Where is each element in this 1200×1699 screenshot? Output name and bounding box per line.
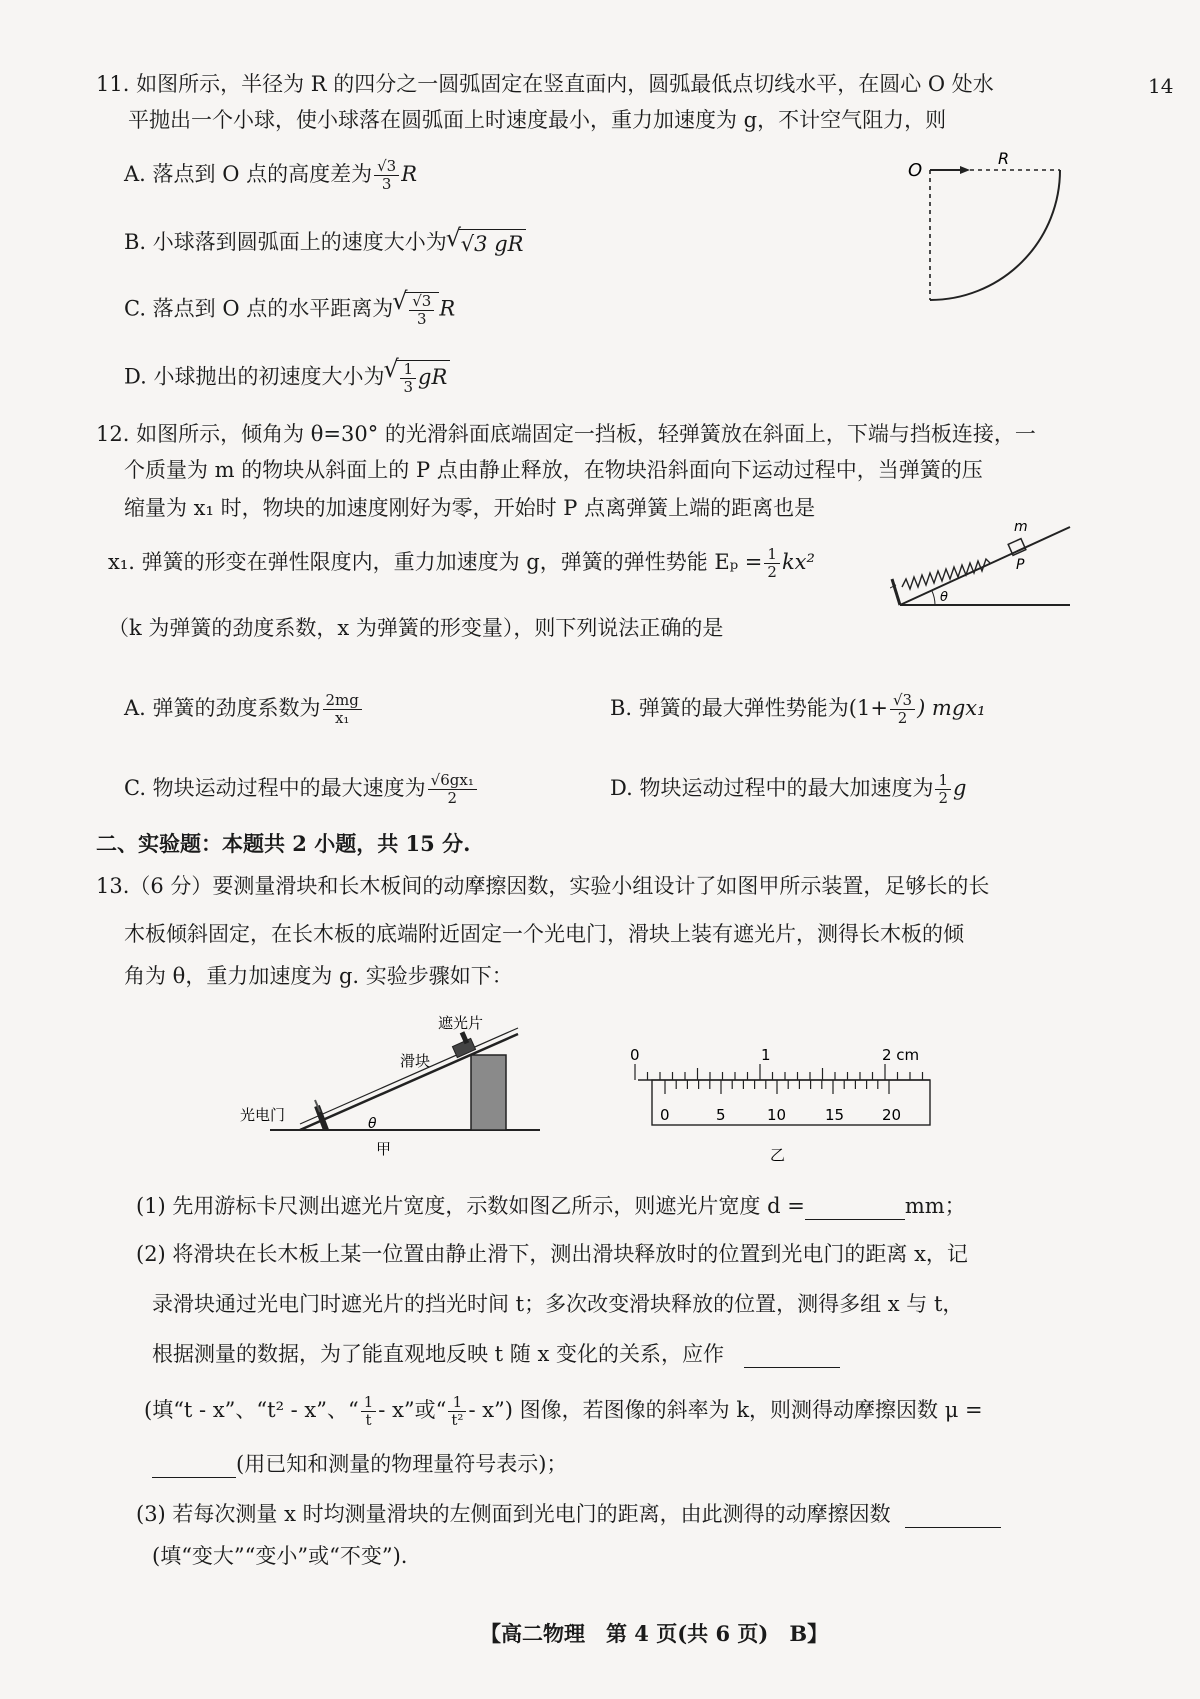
q12-option-d: D. 物块运动过程中的最大加速度为 $\frac{1}{2}$ g bbox=[610, 771, 967, 807]
q13-part-2-line-3: 根据测量的数据，为了能直观地反映 t 随 x 变化的关系，应作 bbox=[152, 1340, 840, 1368]
q13-stem-line-2: 木板倾斜固定，在长木板的底端附近固定一个光电门，滑块上装有遮光片，测得长木板的倾 bbox=[124, 922, 964, 946]
q13-part-2-line-4: (填“t - x”、“t² - x”、“ $\frac{1}{t}$ - x”或“ $\frac{1}{\text{t²}}$ - x”) 图像，若图像的斜率为 k，则测得动摩擦因数 μ = bbox=[144, 1393, 983, 1429]
q12-figure-label-p: P bbox=[1016, 557, 1025, 573]
q13-label-slider: 滑块 bbox=[400, 1052, 431, 1070]
q11-arc-figure bbox=[900, 150, 1100, 310]
corner-mark: 14 bbox=[1148, 74, 1174, 98]
q13-stem-line-1: 13.（6 分）要测量滑块和长木板间的动摩擦因数，实验小组设计了如图甲所示装置，足够长的长 bbox=[96, 874, 990, 898]
q12-option-c: C. 物块运动过程中的最大速度为 $\frac{\text{√6gx₁}}{2}$ bbox=[124, 772, 479, 807]
q11-option-d-fraction: √ $\frac{1}{3}$ bbox=[400, 361, 416, 396]
q11-option-a: A. 落点到 O 点的高度差为 $\frac{√3}{3}$ R bbox=[124, 157, 418, 193]
q11-figure-label-r: R bbox=[998, 150, 1010, 168]
ruler-main-label-1: 1 bbox=[761, 1046, 771, 1064]
q12-energy-fraction: $\frac{1}{2}$ bbox=[764, 546, 780, 581]
q12-stem-line-1: 12. 如图所示，倾角为 θ=30° 的光滑斜面底端固定一挡板，轻弹簧放在斜面上，下端与挡板连接，一 bbox=[96, 422, 1036, 446]
q12-option-a: A. 弹簧的劲度系数为 $\frac{2mg}{\text{x₁}}$ bbox=[124, 692, 364, 727]
ruler-vernier-label-15: 15 bbox=[825, 1106, 845, 1124]
q13-figure-jia bbox=[240, 1000, 560, 1175]
q13-part-2-line-2: 录滑块通过光电门时遮光片的挡光时间 t；多次改变滑块释放的位置，测得多组 x 与 t， bbox=[152, 1292, 964, 1316]
q13-label-shade: 遮光片 bbox=[438, 1014, 484, 1032]
q13-label-jia: 甲 bbox=[376, 1140, 392, 1158]
ruler-vernier-label-20: 20 bbox=[882, 1106, 902, 1124]
answer-blank-change[interactable] bbox=[905, 1505, 1001, 1528]
q13-part-3-line-2: (填“变大”“变小”或“不变”). bbox=[152, 1544, 408, 1568]
q12-figure-label-m: m bbox=[1014, 519, 1028, 535]
q12-stem-line-4: x₁. 弹簧的形变在弹性限度内，重力加速度为 g，弹簧的弹性势能 Eₚ = $\frac{1}{2}$ kx² bbox=[108, 545, 815, 581]
ruler-main-label-2: 2 cm bbox=[882, 1046, 920, 1064]
q11-stem-line-1: 11. 如图所示，半径为 R 的四分之一圆弧固定在竖直面内，圆弧最低点切线水平，在圆心 O 处水 bbox=[96, 72, 994, 96]
q12-stem-line-3: 缩量为 x₁ 时，物块的加速度刚好为零，开始时 P 点离弹簧上端的距离也是 bbox=[124, 496, 816, 520]
q11-figure-label-o: O bbox=[908, 160, 923, 181]
page-footer: 【高二物理 第 4 页(共 6 页) B】 bbox=[480, 1621, 829, 1646]
q12-stem-line-5: （k 为弹簧的劲度系数，x 为弹簧的形变量），则下列说法正确的是 bbox=[108, 616, 724, 640]
q11-option-b: B. 小球落到圆弧面上的速度大小为√ √3 gR bbox=[124, 228, 526, 258]
q12-figure-label-theta: θ bbox=[940, 590, 948, 605]
answer-blank-graph[interactable] bbox=[744, 1345, 840, 1368]
q11-option-a-fraction: $\frac{√3}{3}$ bbox=[374, 158, 399, 193]
q13-figure-yi bbox=[630, 1040, 940, 1175]
q12-option-b: B. 弹簧的最大弹性势能为(1+ $\frac{√3}{2}$ ) mgx₁ bbox=[610, 691, 986, 727]
ruler-vernier-label-0: 0 bbox=[660, 1106, 670, 1124]
ruler-vernier-label-10: 10 bbox=[767, 1106, 787, 1124]
q11-stem-line-2: 平抛出一个小球，使小球落在圆弧面上时速度最小，重力加速度为 g，不计空气阻力，则 bbox=[128, 108, 947, 132]
answer-blank-d[interactable] bbox=[805, 1197, 905, 1220]
q13-stem-line-3: 角为 θ，重力加速度为 g. 实验步骤如下： bbox=[124, 964, 513, 988]
answer-blank-mu[interactable] bbox=[152, 1455, 236, 1478]
q13-part-2-line-5: (用已知和测量的物理量符号表示)； bbox=[152, 1450, 567, 1478]
q13-part-2-line-1: (2) 将滑块在长木板上某一位置由静止滑下，测出滑块释放时的位置到光电门的距离 x，记 bbox=[136, 1242, 968, 1266]
q11-option-c-fraction: √ $\frac{√3}{3}$ bbox=[409, 293, 434, 328]
q13-label-gate: 光电门 bbox=[240, 1106, 286, 1124]
q13-label-theta: θ bbox=[368, 1116, 377, 1132]
q11-option-c: C. 落点到 O 点的水平距离为 √ $\frac{√3}{3}$ R bbox=[124, 292, 455, 328]
q13-label-yi: 乙 bbox=[770, 1146, 786, 1164]
q13-part-3-line-1: (3) 若每次测量 x 时均测量滑块的左侧面到光电门的距离，由此测得的动摩擦因数 bbox=[136, 1500, 1001, 1528]
q12-incline-figure bbox=[890, 505, 1090, 615]
ruler-vernier-label-5: 5 bbox=[716, 1106, 726, 1124]
q13-part-1: (1) 先用游标卡尺测出遮光片宽度，示数如图乙所示，则遮光片宽度 d = mm； bbox=[136, 1194, 966, 1218]
section-heading: 二、实验题：本题共 2 小题，共 15 分. bbox=[96, 831, 471, 856]
q11-option-d: D. 小球抛出的初速度大小为 √ $\frac{1}{3}$ gR bbox=[124, 360, 450, 396]
q12-stem-line-2: 个质量为 m 的物块从斜面上的 P 点由静止释放，在物块沿斜面向下运动过程中，当弹簧的压 bbox=[124, 458, 983, 482]
q11-option-b-radical: √ √3 gR bbox=[459, 229, 527, 258]
ruler-main-label-0: 0 bbox=[630, 1046, 640, 1064]
